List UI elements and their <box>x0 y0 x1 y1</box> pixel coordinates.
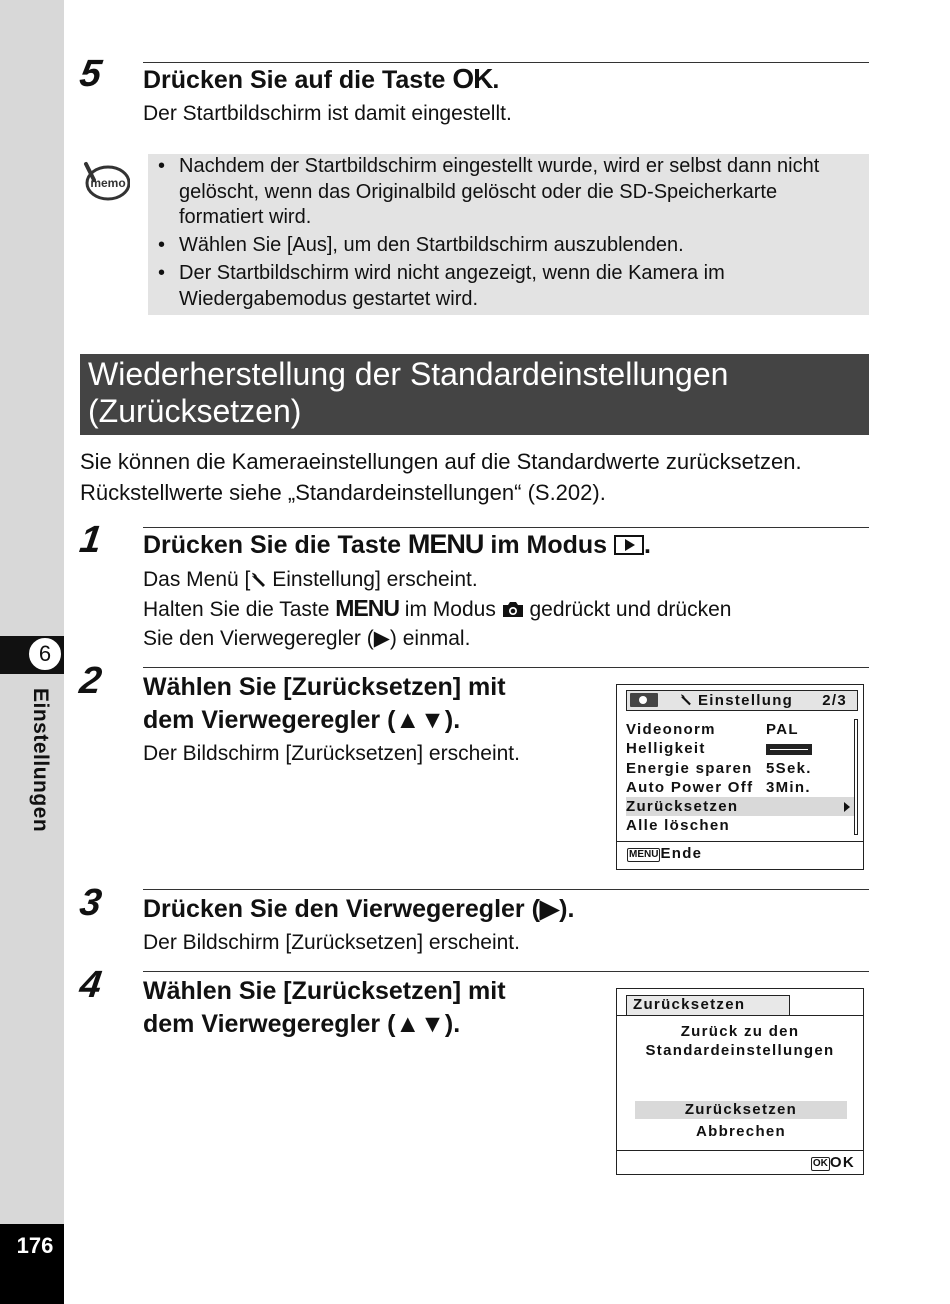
menu-row-label: Energie sparen <box>626 759 753 777</box>
body-text: im Modus <box>398 598 502 621</box>
menu-scrollbar <box>854 719 858 835</box>
menu-tab-label: Einstellung <box>698 692 794 709</box>
step-body: Der Bildschirm [Zurücksetzen] erscheint. <box>143 931 520 954</box>
heading-line: dem Vierwegeregler (▲▼). <box>143 1010 461 1038</box>
section-title <box>80 354 869 435</box>
menu-row-label: Zurücksetzen <box>626 798 739 816</box>
body-text: Das Menü [ <box>143 568 251 591</box>
intro-line: Rückstellwerte siehe „Standardeinstellungen“ (S.202). <box>80 480 606 505</box>
ok-badge-icon: OK <box>812 1158 828 1169</box>
step-number: 4 <box>77 964 105 1006</box>
brightness-bar-icon <box>766 744 812 755</box>
step-divider <box>143 667 869 668</box>
menu-footer-label: Ende <box>660 845 703 862</box>
section-title-line: (Zurücksetzen) <box>88 393 302 429</box>
memo-list <box>158 154 858 315</box>
camera-tab-icon <box>630 693 658 707</box>
memo-item: • Wählen Sie [Aus], um den Startbildschirm auszublenden. <box>158 233 858 259</box>
reset-footer <box>617 1150 863 1171</box>
menu-list <box>626 720 856 836</box>
menu-row-label: Videonorm <box>626 721 716 738</box>
body-text: Sie den Vierwegeregler (▶) einmal. <box>143 627 471 650</box>
reset-message-line: Standardeinstellungen <box>645 1042 835 1059</box>
step-divider <box>143 971 869 972</box>
memo-item: • Nachdem der Startbildschirm eingestellt wurde, wird er selbst dann nicht gelöscht, wenn das Originalbild gelöscht oder die SD-Speicherkarte formatiert wird. <box>158 154 858 231</box>
step-number: 3 <box>77 882 105 924</box>
step-heading <box>143 975 506 1041</box>
heading-text: Drücken Sie auf die Taste <box>143 66 453 94</box>
section-intro <box>80 446 802 508</box>
menu-footer <box>617 841 863 862</box>
camera-icon <box>502 600 524 618</box>
section-title-line: Wiederherstellung der Standardeinstellungen <box>88 356 729 392</box>
step-body <box>143 565 731 653</box>
reset-message <box>617 1022 863 1060</box>
heading-line: dem Vierwegeregler (▲▼). <box>143 706 461 734</box>
step-heading: Drücken Sie den Vierwegeregler (▶). <box>143 895 575 923</box>
option-reset-selected: Zurücksetzen <box>635 1101 847 1119</box>
option-cancel: Abbrechen <box>695 1123 787 1140</box>
memo-icon <box>82 158 130 202</box>
heading-text: . <box>492 66 500 94</box>
step-heading <box>143 62 499 97</box>
menu-tab-bar <box>626 690 858 711</box>
intro-line: Sie können die Kameraeinstellungen auf die Standardwerte zurücksetzen. <box>80 449 802 474</box>
menu-badge-icon: MENU <box>629 849 659 860</box>
menu-row-value: PAL <box>766 721 799 738</box>
memo-icon-label: memo <box>90 176 126 190</box>
heading-line: Wählen Sie [Zurücksetzen] mit <box>143 673 506 701</box>
heading-text: im Modus <box>483 531 614 559</box>
reset-message-line: Zurück zu den <box>680 1023 800 1040</box>
ok-label: OK <box>829 1154 855 1171</box>
memo-item: • Der Startbildschirm wird nicht angezeigt, wenn die Kamera im Wiedergabemodus gestartet wird. <box>158 261 858 312</box>
body-text: Halten Sie die Taste <box>143 598 336 621</box>
step-number: 2 <box>77 660 105 702</box>
ok-button-glyph: OK <box>452 63 493 94</box>
menu-row-value: 5Sek. <box>766 759 812 777</box>
heading-line: Wählen Sie [Zurücksetzen] mit <box>143 977 506 1005</box>
menu-button-glyph: MENU <box>407 529 484 559</box>
menu-button-glyph: MENU <box>335 595 399 621</box>
wrench-icon <box>679 693 692 706</box>
menu-row <box>626 816 856 835</box>
reset-screen <box>616 988 864 1175</box>
reset-tab-title: Zurücksetzen <box>626 995 790 1016</box>
body-text: Einstellung] erscheint. <box>266 568 478 591</box>
heading-text: . <box>643 531 651 559</box>
chapter-number: 6 <box>28 637 62 671</box>
step-body: Der Bildschirm [Zurücksetzen] erscheint. <box>143 742 520 765</box>
settings-menu-screen <box>616 684 864 870</box>
wrench-icon <box>250 571 266 588</box>
menu-tab-title <box>679 692 793 709</box>
playback-mode-icon <box>614 535 644 555</box>
menu-row-label: Alle löschen <box>626 817 730 835</box>
menu-page-indicator: 2/3 <box>822 692 847 709</box>
menu-row <box>626 739 856 758</box>
step-body: Der Startbildschirm ist damit eingestellt. <box>143 102 512 125</box>
menu-row <box>626 720 856 739</box>
page-number: 176 <box>16 1233 54 1258</box>
heading-text: Drücken Sie die Taste <box>143 531 408 559</box>
menu-row-value: 3Min. <box>766 778 811 796</box>
step-heading <box>143 528 651 562</box>
step-number: 1 <box>77 519 105 561</box>
body-text: gedrückt und drücken <box>523 598 732 621</box>
chapter-label: Einstellungen <box>29 688 52 833</box>
menu-row-label: Helligkeit <box>626 740 706 758</box>
menu-row <box>626 759 856 778</box>
step-number: 5 <box>77 53 105 95</box>
step-divider <box>143 889 869 890</box>
menu-row-selected <box>626 797 854 816</box>
menu-row <box>626 778 856 797</box>
menu-row-label: Auto Power Off <box>626 778 754 796</box>
arrow-right-icon <box>844 802 850 812</box>
divider <box>617 1015 863 1016</box>
step-heading <box>143 671 506 737</box>
